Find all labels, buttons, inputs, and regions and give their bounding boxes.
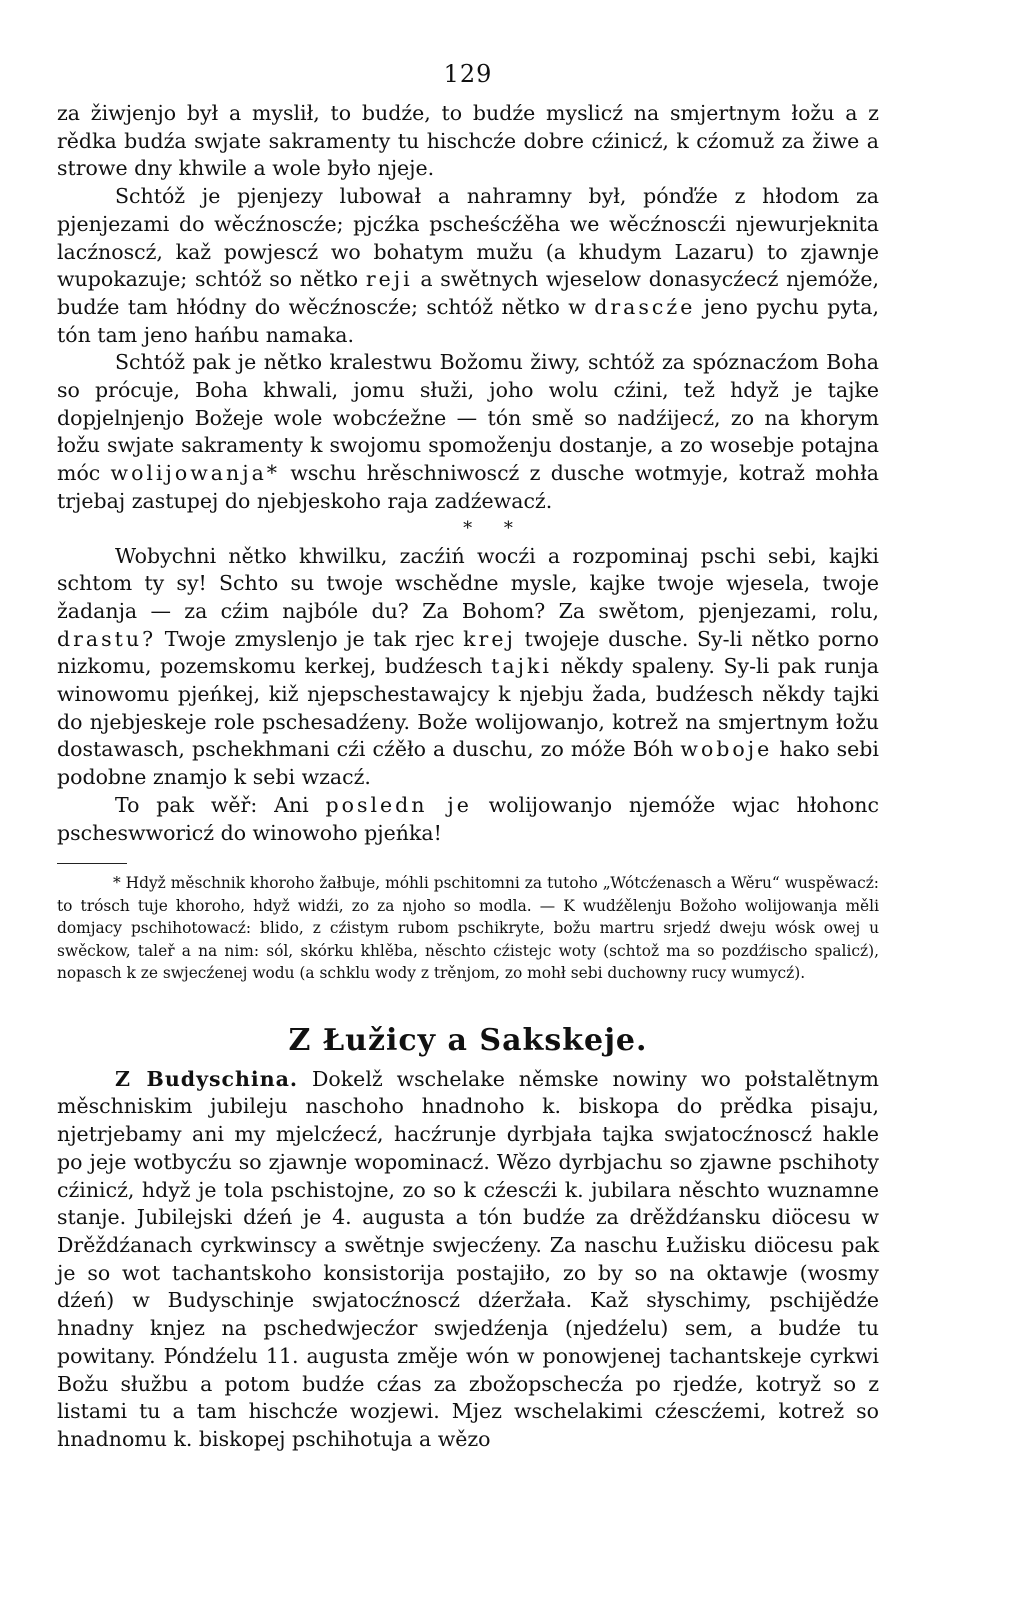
document-page [57,60,879,1454]
paragraph-4-text-g: někdy [560,654,624,679]
paragraph-4-text-a: Wobychni nětko khwilku, zacźiń wocźi a rozpominaj pschi sebi, kajki schtom ty sy! Schto su twoje wschědne mysle, kajke twoje wjesela, twoje žadanja — za cźim najbóle du? Za Bohom? Za swětom, pjenjezami, rolu, [57,543,879,623]
paragraph-3-text-c: wschu hrěschniwoscź z dusche wotmyje, kotraž mohła trjebaj zastupej do njebjeskoho raja zadźewacź. [57,461,879,513]
paragraph-5-text-a: To pak wěř: Ani [115,792,309,817]
footnote-first-line: * Hdyž měschnik khoroho žałbuje, móhli pschitomni za tutoho „Wótcźenasch a Wěru“ [113,874,780,893]
paragraph-3-spaced-word: wolijowanja* [110,461,281,486]
news-text: Dokelž wschelake němske nowiny wo połstalětnym měschniskim jubileju naschoho hnadnoho k. biskopa do prědka pisaju, njetrjebamy ani my mjelcźecź, hacźrunje dyrbjała tajka swjatocźnoscź hakle po jeje wotbycźu so zjawnje wopominacź. Wězo dyrbjachu so zjawne pschihoty cźinicź, hdyž je tola pschistojne, zo so k cźescźi k. jubilara něschto wuznamne stanje. Jubilejski dźeń je 4. augusta a tón budźe za drěždźansku diöcesu w Drěždźanach cyrkwinscy a swětnje swjecźeny. Za naschu Łužisku diöcesu pak je so wot tachantskoho konsistorija postajiło, zo by so na oktawje (wosmy dźeń) w Budyschinje swjatocźnoscź dźeržała. Kaž słyschimy, pschijědźe hnadny knjez na pschedwjecźor swjedźenja (njedźelu) sem, a budźe tu powitany. Póndźelu 11. augusta změje wón w ponowjenej tachantskeje cyrkwi Božu słužbu a potom budźe cźas za zbožopschecźa po rjedźe, kotryž so z listami tu a tam hischcźe wozjewi. Mjez wschelakimi cźescźemi, kotrež so hnadnomu k. biskopej pschihotuja a wězo [57,1066,879,1451]
paragraph-2-text-e: jeno pychu pyta, tón tam jeno hańbu namaka. [57,294,879,347]
paragraph-4-spaced-word-2: krej [463,626,516,651]
paragraph-2-spaced-word-2: drascźe [594,294,696,319]
paragraph-3-text-a: Schtóž pak je nětko kralestwu Božomu žiwy, schtóž za spóznacźom Boha so prócuje, Boha khwali, jomu słuži, joho wolu cźini, tež hdyž je tajke dopjelnjenjo Božeje wole wobcźežne — tón smě so nadźijecź, zo na khorym łožu swjate sakramenty k swojomu spomoženju dostanje, a zo wosebje potajna móc [57,350,879,486]
paragraph-2 [57,183,879,349]
paragraph-4-spaced-word: drastu? [57,626,157,651]
paragraph-2-spaced-word: reji [365,267,413,292]
footnote-text: wuspěwacź: to trósch tuje khoroho, hdyž widźi, zo za njoho so modla. — K wudźělenju Božoho wolijowanja měli domjacy pschihotowacź: blido, z cźistym rubom pschikryte, božu martru srjedź dweju wósk owej u swěckow, taleř a na nim: sól, skórku khlěba, něschto cźistejc woty (schtož ma so pozdźischo spalicź), nopasch k ze swjecźenej wodu (a schklu wody z trěnjom, zo mohł sebi duchowny rucy wumycź). [57,874,879,983]
paragraph-4-text-j: hako sebi podobne znamjo k sebi wzacź. [57,737,879,790]
page-number: 129 [443,60,493,88]
news-paragraph [57,1066,879,1454]
paragraph-5 [57,792,879,847]
paragraph-3 [57,349,879,515]
paragraph-4 [57,543,879,792]
paragraph-4-spaced-word-4: woboje [680,737,773,762]
paragraph-5-text-c: wolijowanjo njemóže wjac hłohonc pscheswworicź do winowoho pjeńka! [57,792,879,845]
news-dateline: Z Budyschina. [115,1066,299,1091]
paragraph-1 [57,100,879,183]
footnote-rule [57,863,127,864]
paragraph-5-spaced-word: posledn je [325,792,472,817]
paragraph-2-text-c: a swětnych wjeselow donasycźecź njemóže, budźe tam hłódny do wěcźnoscźe; schtóž nětko w [57,267,879,319]
footnote [57,872,879,985]
paragraph-4-text-c: Twoje zmyslenjo je tak rjec [164,626,455,651]
paragraph-2-text-a: Schtóž je pjenjezy lubował a nahramny był, pónďźe z hłodom za pjenjezami do wěcźnoscźe; pjcźka pscheścźěha we wěcźnoscźi njewurjeknita lacźnoscź, kaž powjescź wo bohatym mužu (a khudym Lazaru) to zjawnje wupokazuje; schtóž so nětko [57,184,879,292]
section-heading: Z Łužicy a Sakskeje. [288,1022,648,1058]
paragraph-4-text-h: spaleny. Sy-li pak runja winowomu pjeńkej, kiž njepschestawajcy k njebju žada, budźesch někdy tajki do njebjeskeje role pschesadźeny. Bože wolijowanjo, kotrež na smjertnym łožu dostawasch, pschekhmani cźi cźěło a duschu, zo móže Bóh [57,654,879,762]
paragraph-4-spaced-word-3: tajki [491,654,552,679]
paragraph-4-text-e: twojeje dusche. Sy-li nětko porno nizkomu, pozemskomu kerkej, budźesch [57,626,879,679]
section-separator: * * [463,517,513,539]
paragraph-1-text: za žiwjenjo był a myslił, to budźe, to budźe myslicź na smjertnym łožu a z rědka budźa swjate sakramenty tu hischcźe dobre cźinicź, k cźomuž za žiwe a strowe dny khwile a wole było njeje. [57,101,879,181]
